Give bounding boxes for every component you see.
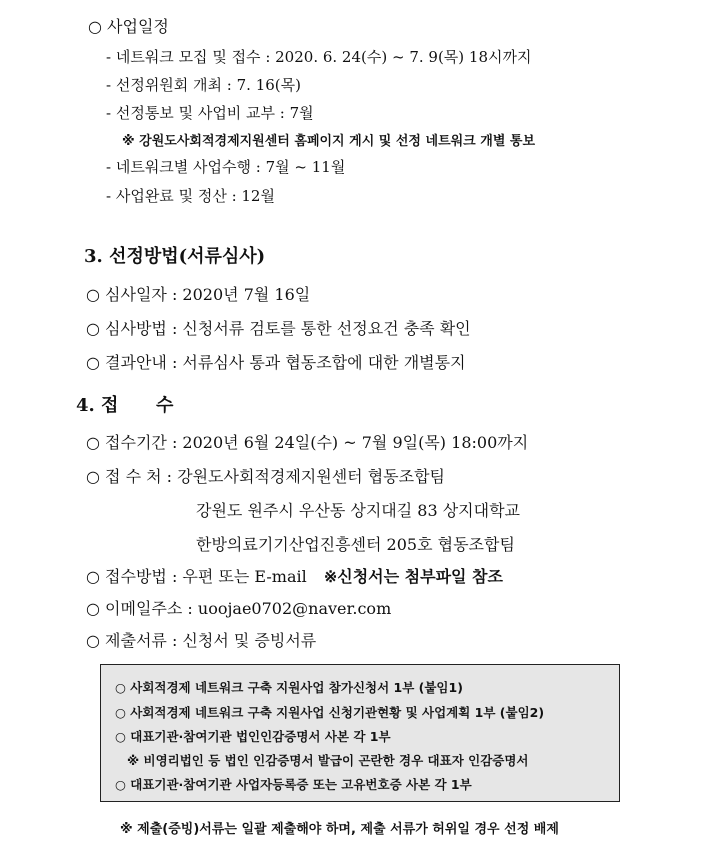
schedule-item: - 선정위원회 개최 : 7. 16(목)	[106, 76, 301, 94]
section4-period: ○ 접수기간 : 2020년 6월 24일(수) ~ 7월 9일(목) 18:00까지	[86, 433, 529, 452]
section4-method	[86, 564, 503, 587]
schedule-note: ※ 강원도사회적경제지원센터 홈페이지 게시 및 선정 네트워크 개별 통보	[122, 134, 536, 149]
section3-heading: 3. 선정방법(서류심사)	[84, 246, 266, 267]
schedule-item: - 선정통보 및 사업비 교부 : 7월	[106, 104, 314, 122]
docs-box-item: ○ 사회적경제 네트워크 구축 지원사업 참가신청서 1부 (붙임1)	[115, 680, 463, 695]
section4-place: ○ 접 수 처 : 강원도사회적경제지원센터 협동조합팀	[86, 467, 445, 486]
schedule-title: ○ 사업일정	[88, 17, 169, 36]
footnote: ※ 제출(증빙)서류는 일괄 제출해야 하며, 제출 서류가 허위일 경우 선정 배제	[120, 822, 559, 837]
section4-heading: 4. 접 수	[76, 395, 174, 416]
docs-box-item: ○ 사회적경제 네트워크 구축 지원사업 신청기관현황 및 사업계획 1부 (붙임2)	[115, 705, 545, 720]
section3-item: ○ 심사방법 : 신청서류 검토를 통한 선정요건 충족 확인	[86, 319, 471, 338]
section4-method-note: ※신청서는 첨부파일 참조	[323, 567, 503, 586]
section4-email: ○ 이메일주소 : uoojae0702@naver.com	[86, 599, 392, 618]
schedule-item: - 사업완료 및 정산 : 12월	[106, 187, 275, 205]
docs-box-item: ○ 대표기관·참여기관 사업자등록증 또는 고유번호증 사본 각 1부	[115, 777, 472, 792]
required-docs-box	[100, 664, 620, 802]
section4-place-line3: 한방의료기기산업진흥센터 205호 협동조합팀	[196, 535, 515, 554]
section4-docs: ○ 제출서류 : 신청서 및 증빙서류	[86, 631, 317, 650]
docs-box-note: ※ 비영리법인 등 법인 인감증명서 발급이 곤란한 경우 대표자 인감증명서	[127, 753, 529, 768]
section3-item: ○ 심사일자 : 2020년 7월 16일	[86, 285, 311, 304]
docs-box-item: ○ 대표기관·참여기관 법인인감증명서 사본 각 1부	[115, 729, 391, 744]
section4-place-line2: 강원도 원주시 우산동 상지대길 83 상지대학교	[196, 501, 520, 520]
schedule-item: - 네트워크별 사업수행 : 7월 ~ 11월	[106, 158, 346, 176]
schedule-item: - 네트워크 모집 및 접수 : 2020. 6. 24(수) ~ 7. 9(목) 18시까지	[106, 48, 532, 66]
section4-method-text: ○ 접수방법 : 우편 또는 E-mail	[86, 567, 307, 586]
section3-item: ○ 결과안내 : 서류심사 통과 협동조합에 대한 개별통지	[86, 353, 466, 372]
